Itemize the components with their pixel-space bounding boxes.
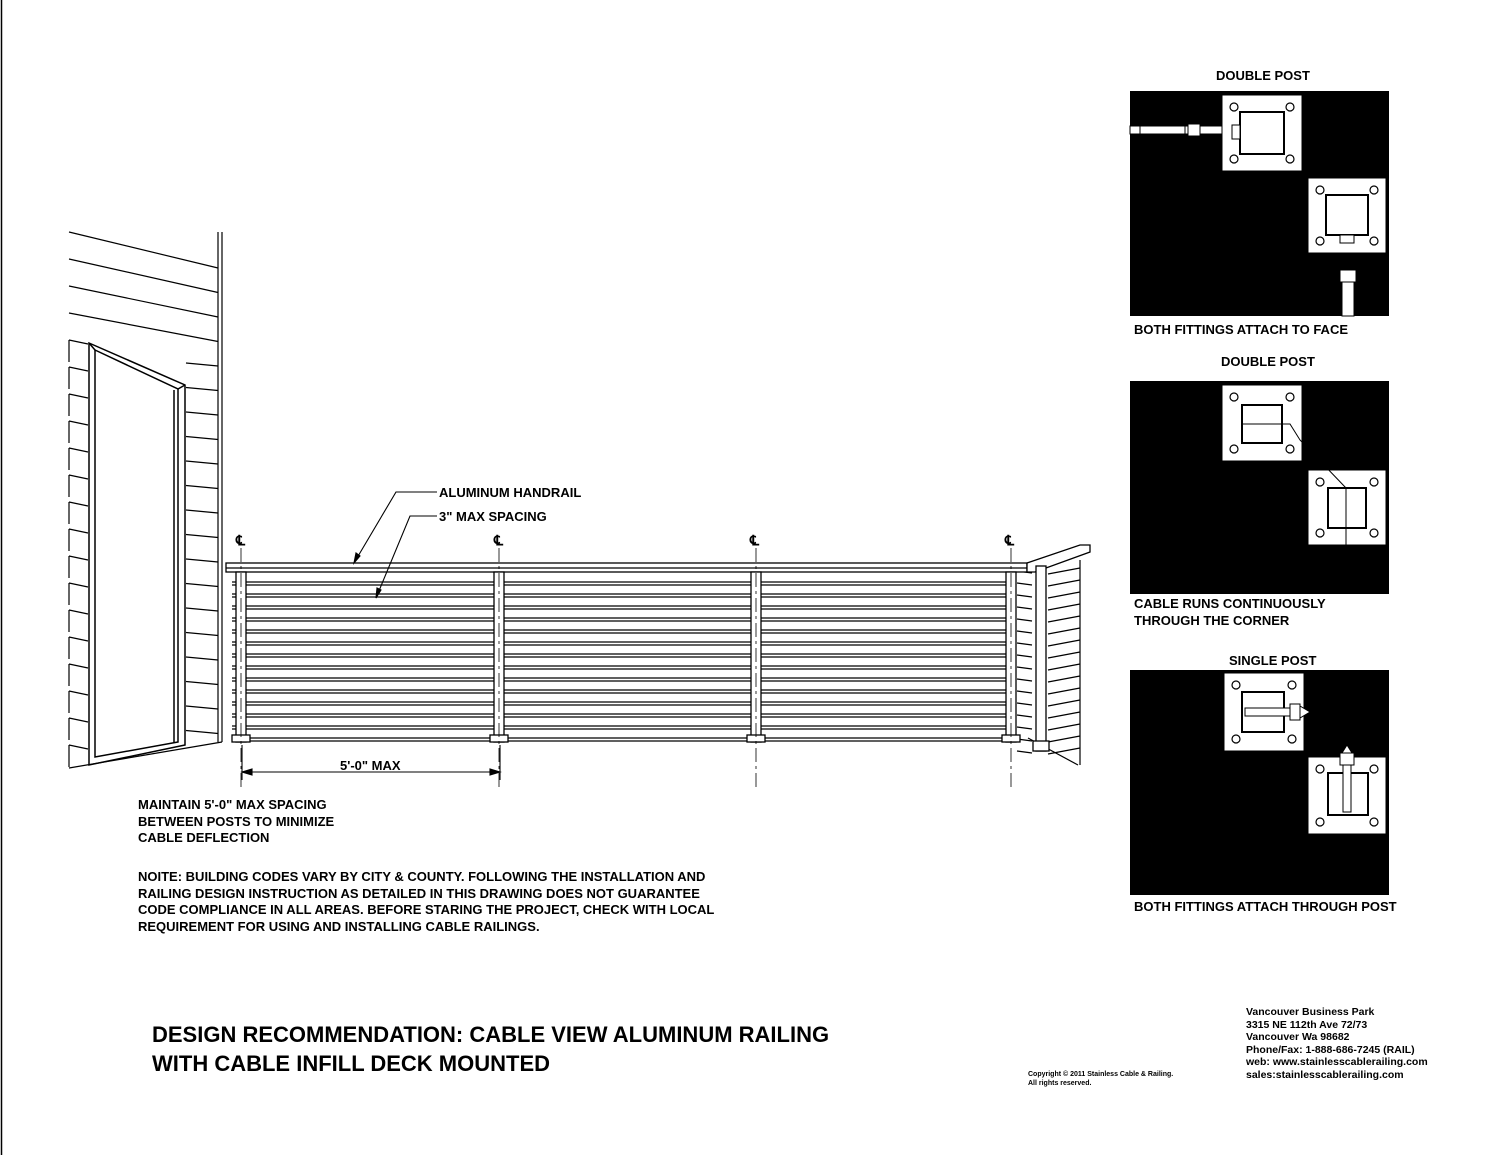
siding-line — [1048, 616, 1080, 622]
code-note-line: REQUIREMENT FOR USING AND INSTALLING CABLE RAILINGS. — [138, 918, 540, 934]
siding-line — [69, 610, 88, 614]
detail-1-panel — [1130, 91, 1389, 316]
mounting-hole — [1230, 155, 1238, 163]
detail-2-title: DOUBLE POST — [1221, 354, 1315, 369]
company-address — [1246, 1006, 1428, 1081]
address-line: 3315 NE 112th Ave 72/73 — [1246, 1018, 1368, 1031]
siding-line — [186, 706, 218, 709]
address-line: Vancouver Wa 98682 — [1246, 1031, 1350, 1043]
post-spacing-label: 5'-0" MAX — [340, 758, 401, 773]
centerline-mark-4: ℄ — [1005, 532, 1014, 548]
siding-line — [186, 731, 218, 734]
railing — [226, 545, 1090, 790]
mounting-hole — [1370, 765, 1378, 773]
mounting-hole — [1286, 393, 1294, 401]
siding-line — [1017, 607, 1032, 609]
centerline-mark-1: ℄ — [236, 532, 245, 548]
siding-line — [186, 412, 218, 415]
siding-line — [186, 363, 218, 366]
siding-line — [186, 461, 218, 464]
address-web-link[interactable]: web: www.stainlesscablerailing.com — [1246, 1056, 1428, 1068]
mounting-hole — [1316, 186, 1324, 194]
mounting-hole — [1370, 529, 1378, 537]
siding-line — [69, 475, 88, 479]
detail-1-title: DOUBLE POST — [1216, 68, 1310, 83]
siding-line — [1048, 676, 1080, 682]
siding-line — [1048, 652, 1080, 658]
cable-spacing-label: 3" MAX SPACING — [439, 509, 547, 524]
detail-2-panel — [1130, 381, 1389, 594]
copyright-notice — [1028, 1070, 1173, 1088]
siding-line — [1017, 727, 1032, 729]
siding-line — [69, 529, 88, 533]
siding-line — [69, 745, 88, 749]
door — [89, 343, 185, 765]
spacing-note-line: BETWEEN POSTS TO MINIMIZE — [138, 813, 335, 829]
siding-line — [69, 448, 88, 452]
mounting-hole — [1316, 529, 1324, 537]
copyright-line: Copyright © 2011 Stainless Cable & Railing. — [1028, 1071, 1174, 1078]
mounting-hole — [1370, 818, 1378, 826]
siding-line — [186, 388, 218, 391]
mounting-hole — [1286, 155, 1294, 163]
siding-line — [186, 584, 218, 587]
drawing-title-line: DESIGN RECOMMENDATION: CABLE VIEW ALUMINUM RAILING — [152, 1022, 830, 1047]
siding-line — [1048, 568, 1080, 574]
code-note — [138, 869, 714, 935]
siding-line — [1017, 595, 1032, 597]
mounting-hole — [1316, 237, 1324, 245]
mounting-hole — [1370, 186, 1378, 194]
detail-1-caption: BOTH FITTINGS ATTACH TO FACE — [1134, 322, 1349, 337]
siding-line — [1017, 619, 1032, 621]
deck-line — [69, 738, 1078, 768]
detail-3-panel — [1130, 670, 1389, 895]
siding-line — [69, 313, 218, 342]
siding-line — [1017, 667, 1032, 669]
siding-line — [1017, 631, 1032, 633]
mounting-hole — [1288, 735, 1296, 743]
siding-line — [1017, 643, 1032, 645]
siding-line — [1048, 664, 1080, 670]
mounting-hole — [1286, 445, 1294, 453]
siding-line — [186, 486, 218, 489]
mounting-hole — [1316, 765, 1324, 773]
code-note-line: CODE COMPLIANCE IN ALL AREAS. BEFORE STARING THE PROJECT, CHECK WITH LOCAL — [138, 902, 715, 917]
siding-line — [69, 583, 88, 587]
mounting-hole — [1286, 103, 1294, 111]
code-note-line: NOITE: BUILDING CODES VARY BY CITY & COUNTY. FOLLOWING THE INSTALLATION AND — [138, 869, 706, 884]
mounting-hole — [1230, 445, 1238, 453]
siding-line — [186, 510, 218, 513]
mounting-hole — [1230, 393, 1238, 401]
siding-line — [69, 259, 218, 293]
siding-line — [1017, 679, 1032, 681]
siding-line — [69, 340, 88, 344]
siding-line — [69, 664, 88, 668]
mounting-hole — [1316, 818, 1324, 826]
drawing-title — [152, 1020, 829, 1078]
siding-line — [186, 657, 218, 660]
mounting-hole — [1316, 478, 1324, 486]
siding-line — [69, 286, 218, 317]
siding-line — [1048, 580, 1080, 586]
address-line: Phone/Fax: 1-888-686-7245 (RAIL) — [1246, 1043, 1415, 1056]
spacing-note — [138, 797, 334, 847]
siding-line — [1017, 715, 1032, 717]
siding-line — [69, 691, 88, 695]
siding-line — [1048, 712, 1080, 718]
detail-2-caption — [1134, 596, 1326, 629]
mounting-hole — [1232, 735, 1240, 743]
siding-line — [1048, 604, 1080, 610]
siding-line — [1048, 628, 1080, 634]
centerline-mark-2: ℄ — [494, 532, 503, 548]
mounting-hole — [1232, 681, 1240, 689]
siding-line — [1048, 688, 1080, 694]
handrail-label: ALUMINUM HANDRAIL — [439, 485, 582, 500]
siding-line — [186, 608, 218, 611]
siding-line — [1017, 691, 1032, 693]
siding-line — [186, 437, 218, 440]
spacing-note-line: CABLE DEFLECTION — [138, 830, 270, 845]
siding-line — [1048, 592, 1080, 598]
address-sales-link[interactable]: sales:stainlesscablerailing.com — [1246, 1068, 1404, 1081]
siding-line — [69, 637, 88, 641]
siding-line — [69, 421, 88, 425]
siding-line — [1048, 700, 1080, 706]
siding-line — [1048, 640, 1080, 646]
detail-3-caption: BOTH FITTINGS ATTACH THROUGH POST — [1134, 899, 1397, 914]
siding-line — [1017, 655, 1032, 657]
siding-line — [186, 633, 218, 636]
siding-line — [186, 559, 218, 562]
mounting-hole — [1288, 681, 1296, 689]
siding-line — [1017, 751, 1032, 753]
siding-line — [1048, 724, 1080, 730]
code-note-line: RAILING DESIGN INSTRUCTION AS DETAILED IN THIS DRAWING DOES NOT GUARANTEE — [138, 885, 700, 901]
address-line: Vancouver Business Park — [1246, 1006, 1375, 1018]
siding-line — [69, 556, 88, 560]
detail-3-title: SINGLE POST — [1229, 653, 1317, 668]
detail-2-caption-line: CABLE RUNS CONTINUOUSLY — [1134, 596, 1326, 611]
mounting-hole — [1230, 103, 1238, 111]
siding-line — [1017, 703, 1032, 705]
centerline-mark-3: ℄ — [750, 532, 759, 548]
siding-line — [69, 502, 88, 506]
mounting-hole — [1370, 237, 1378, 245]
siding-line — [69, 718, 88, 722]
siding-line — [1048, 736, 1080, 742]
siding-line — [186, 535, 218, 538]
side-wall-right — [1017, 560, 1080, 765]
mounting-hole — [1370, 478, 1378, 486]
copyright-line: All rights reserved. — [1028, 1080, 1092, 1087]
spacing-note-line: MAINTAIN 5'-0" MAX SPACING — [138, 797, 327, 812]
drawing-title-line: WITH CABLE INFILL DECK MOUNTED — [152, 1051, 551, 1076]
siding-line — [69, 367, 88, 371]
siding-line — [69, 394, 88, 398]
siding-line — [69, 232, 218, 268]
siding-line — [186, 682, 218, 685]
siding-line — [1017, 583, 1032, 585]
detail-2-caption-line: THROUGH THE CORNER — [1134, 612, 1290, 628]
